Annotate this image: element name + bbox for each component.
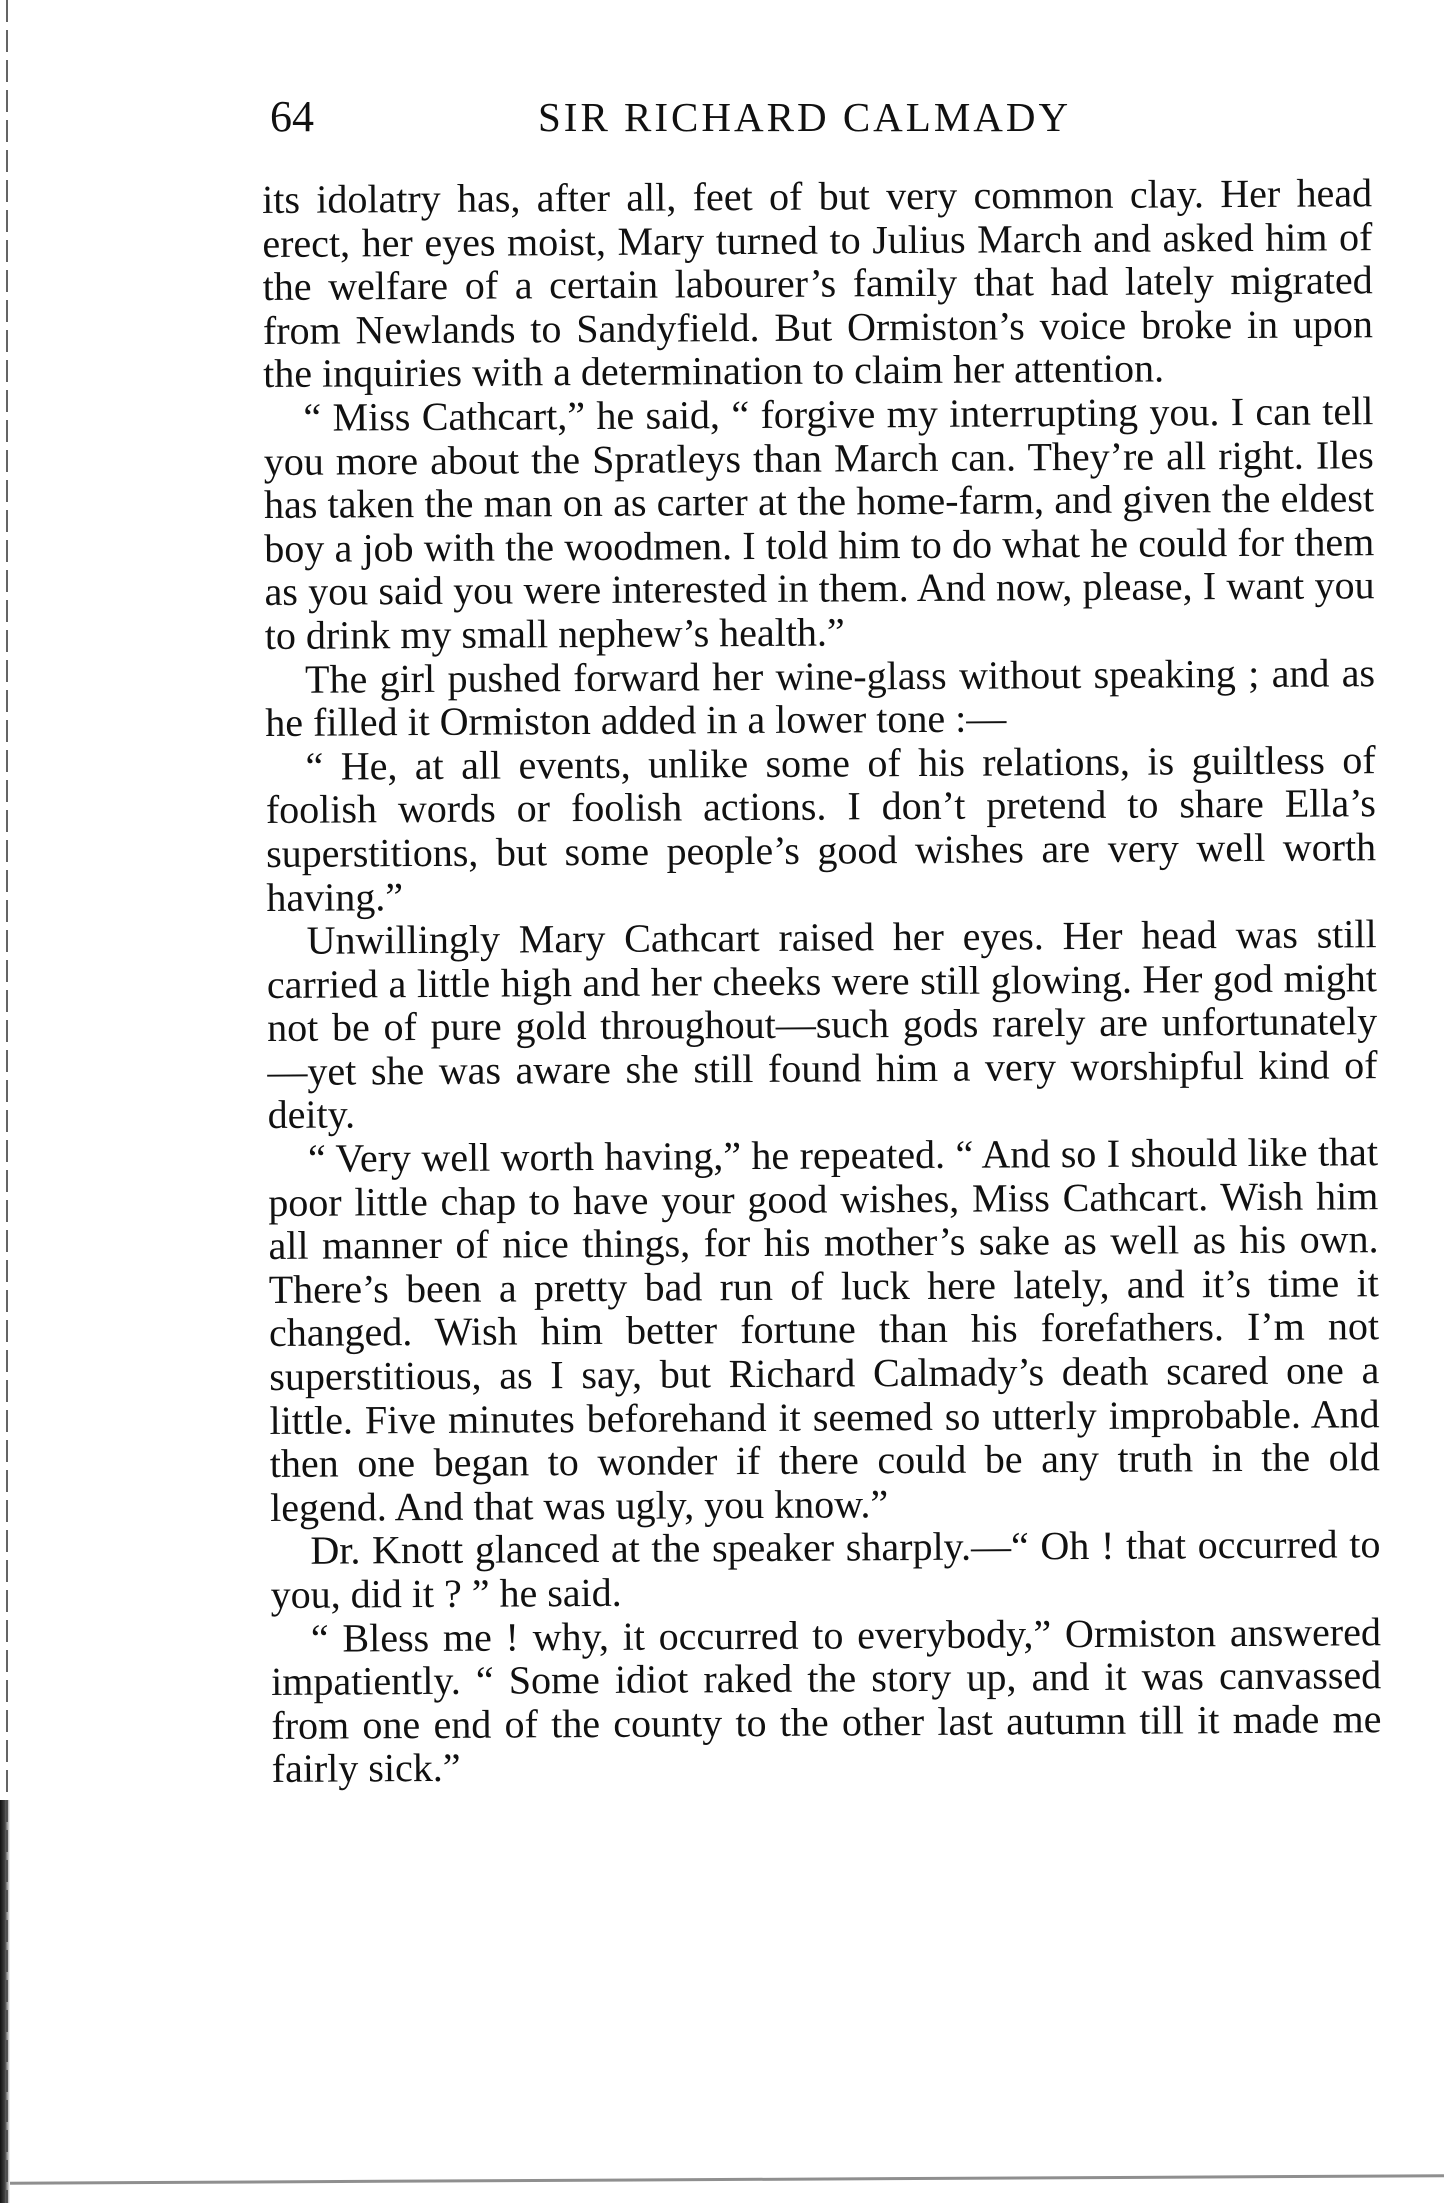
paragraph: “ Bless me ! why, it occurred to everybody,” Ormiston answered impatiently. “ Some idiot raked the story up, and it was canvassed from one end of the county to the other last autumn till it made me fairly sick.” — [271, 1608, 1382, 1792]
running-head: SIR RICHARD CALMADY — [538, 94, 1072, 140]
body-text — [262, 171, 1382, 1791]
page-header — [270, 82, 1130, 152]
paragraph: “ He, at all events, unlike some of his relations, is guiltless of foolish words or foolish actions. I don’t pretend to share Ella’s superstitions, but some people’s good wishes are very well worth having.” — [265, 736, 1377, 920]
page-bottom-edge — [10, 2174, 1444, 2185]
paragraph: “ Miss Cathcart,” he said, “ forgive my interrupting you. I can tell you more about the Spratleys than March can. They’re all right. Iles has taken the man on as carter at the home-farm, and given the eldest boy a job with the woodmen. I told him to do what he could for them as you said you were interested in them. And now, please, I want you to drink my small nephew’s health.” — [263, 388, 1375, 658]
page-number: 64 — [270, 92, 314, 141]
paragraph: its idolatry has, after all, feet of but very common clay. Her head erect, her eyes moist, Mary turned to Julius March and asked him of the welfare of a certain labourer’s family that had lately migrated from Newlands to Sandyfield. But Ormiston’s voice broke in upon the inquiries with a determination to claim her attention. — [261, 170, 1374, 397]
paragraph: Dr. Knott glanced at the speaker sharply.—“ Oh ! that occurred to you, did it ? ” he said. — [270, 1521, 1381, 1617]
paragraph: The girl pushed forward her wine-glass without speaking ; and as he filled it Ormiston added in a lower tone :— — [265, 649, 1376, 746]
page-edge-shadow — [0, 1800, 10, 2203]
paragraph: “ Very well worth having,” he repeated. “ And so I should like that poor little chap to have your good wishes, Miss Cathcart. Wish him all manner of nice things, for his mother’s sake as well as his own. There’s been a pretty bad run of luck here lately, and it’s time it changed. Wish him better fortune than his forefathers. I’m not superstitious, as I say, but Richard Calmady’s death scared one a little. Five minutes beforehand it seemed so utterly improbable. And then one began to wonder if there could be any truth in the old legend. And that was ugly, you know.” — [268, 1129, 1380, 1530]
paragraph: Unwillingly Mary Cathcart raised her eyes. Her head was still carried a little high and her cheeks were still glowing. Her god might not be of pure gold throughout—such gods rarely are unfortunately—yet she was aware she still found him a very worshipful kind of deity. — [266, 911, 1378, 1138]
